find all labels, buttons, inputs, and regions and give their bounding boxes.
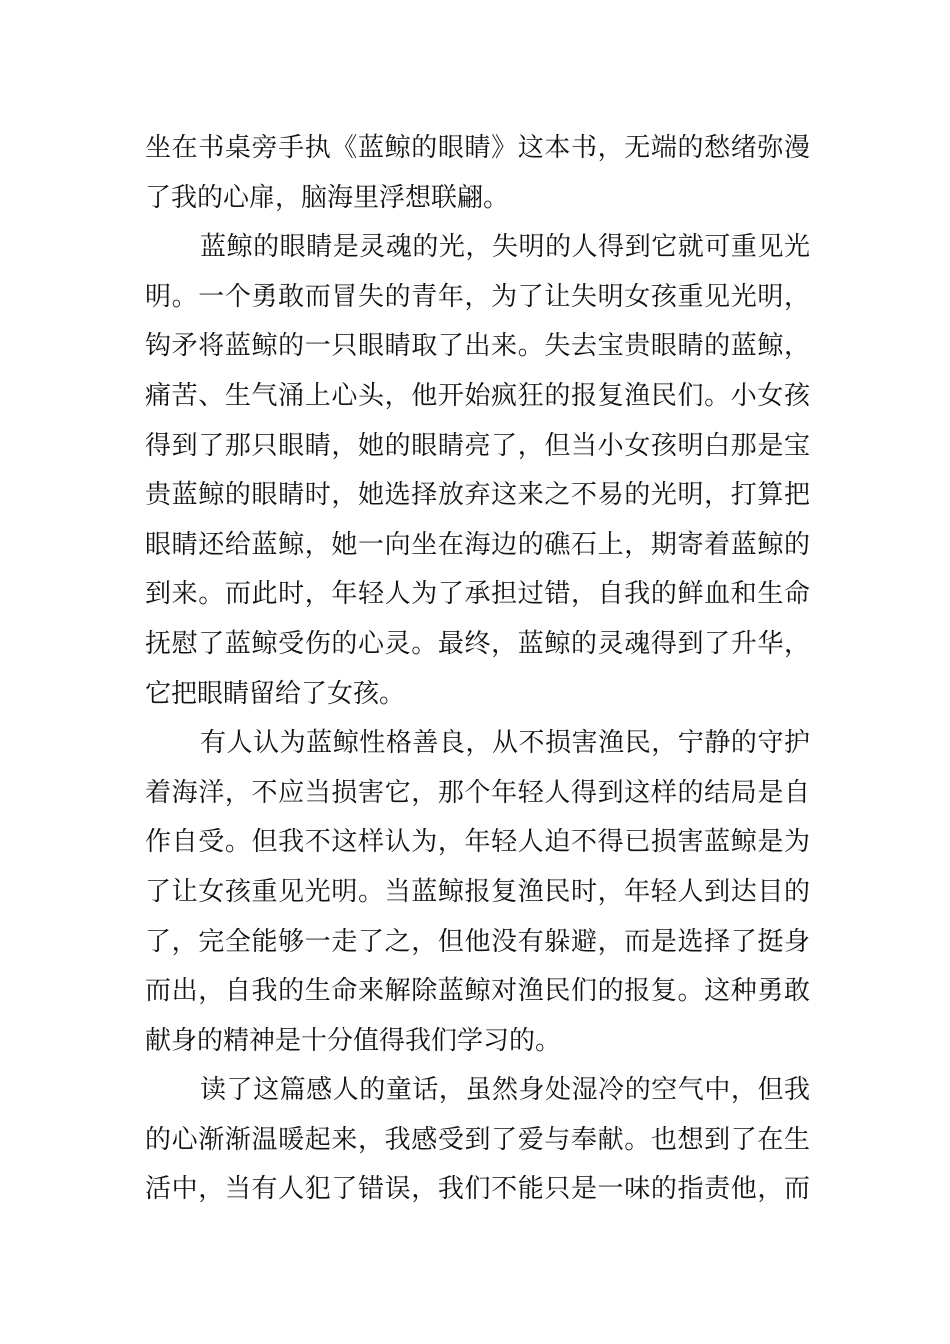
- paragraph-1: [145, 124, 810, 223]
- text-line: 钩矛将蓝鲸的一只眼睛取了出来。失去宝贵眼睛的蓝鲸，: [145, 331, 810, 362]
- text-line: 有人认为蓝鲸性格善良，从不损害渔民，宁静的守护: [200, 728, 810, 759]
- text-line: 坐在书桌旁手执《蓝鲸的眼睛》这本书，无端的愁绪弥漫: [145, 133, 810, 163]
- text-line: 作自受。但我不这样认为，年轻人迫不得已损害蓝鲸是为: [145, 827, 810, 858]
- text-line: 的心渐渐温暖起来，我感受到了爱与奉献。也想到了在生: [145, 1124, 810, 1155]
- paragraph-4: [145, 1066, 810, 1215]
- text-line: 了让女孩重见光明。当蓝鲸报复渔民时，年轻人到达目的: [145, 876, 810, 907]
- text-line: 了我的心扉，脑海里浮想联翩。: [145, 182, 510, 213]
- text-line: 献身的精神是十分值得我们学习的。: [145, 1025, 562, 1056]
- text-line: 着海洋，不应当损害它，那个年轻人得到这样的结局是自: [145, 777, 810, 808]
- text-line: 到来。而此时，年轻人为了承担过错，自我的鲜血和生命: [145, 579, 810, 610]
- text-line: 抚慰了蓝鲸受伤的心灵。最终，蓝鲸的灵魂得到了升华，: [145, 628, 810, 659]
- text-line: 它把眼睛留给了女孩。: [145, 678, 406, 709]
- text-line: 得到了那只眼睛，她的眼睛亮了，但当小女孩明白那是宝: [145, 430, 810, 461]
- text-line: 蓝鲸的眼睛是灵魂的光，失明的人得到它就可重见光: [200, 232, 810, 263]
- text-line: 痛苦、生气涌上心头，他开始疯狂的报复渔民们。小女孩: [145, 380, 810, 411]
- text-line: 明。一个勇敢而冒失的青年，为了让失明女孩重见光明，: [145, 281, 810, 312]
- paragraph-3: [145, 719, 810, 1066]
- text-line: 了，完全能够一走了之，但他没有躲避，而是选择了挺身: [145, 926, 810, 957]
- text-line: 读了这篇感人的童话，虽然身处湿冷的空气中，但我: [200, 1075, 810, 1106]
- text-line: 贵蓝鲸的眼睛时，她选择放弃这来之不易的光明，打算把: [145, 480, 810, 511]
- paragraph-2: [145, 223, 810, 719]
- text-line: 活中，当有人犯了错误，我们不能只是一味的指责他，而: [145, 1174, 810, 1205]
- document-page: [145, 124, 810, 1215]
- text-line: 而出，自我的生命来解除蓝鲸对渔民们的报复。这种勇敢: [145, 976, 810, 1007]
- text-line: 眼睛还给蓝鲸，她一向坐在海边的礁石上，期寄着蓝鲸的: [145, 529, 810, 560]
